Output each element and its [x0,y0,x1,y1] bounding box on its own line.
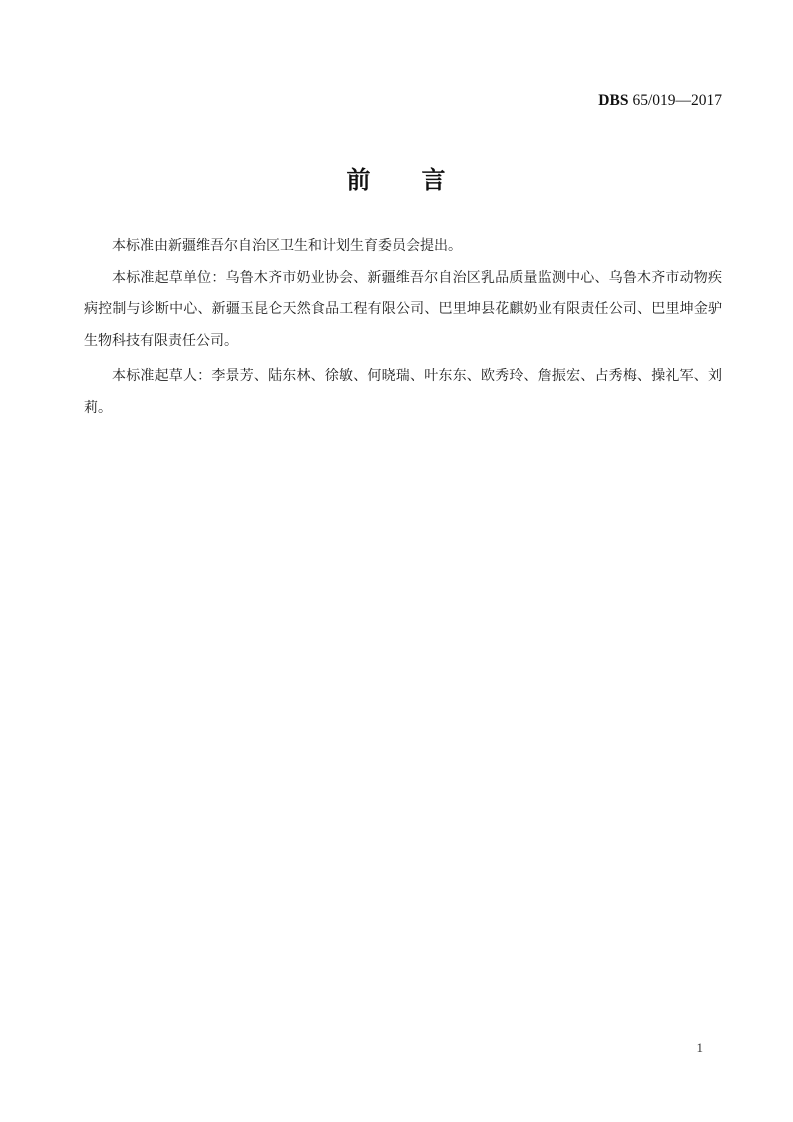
page-number: 1 [696,1040,703,1055]
document-code-header [598,92,722,110]
foreword-title: 前 言 [346,167,447,194]
paragraph-drafting-units: 本标准起草单位：乌鲁木齐市奶业协会、新疆维吾尔自治区乳品质量监测中心、乌鲁木齐市动物疾病控制与诊断中心、新疆玉昆仑天然食品工程有限公司、巴里坤县花麒奶业有限责任公司、巴里坤金驴生物科技有限责任公司。 [84,270,722,349]
foreword-body [84,231,722,424]
paragraph-proposed-by: 本标准由新疆维吾尔自治区卫生和计划生育委员会提出。 [112,239,462,254]
document-code-prefix: DBS [598,92,629,109]
document-code-number: 65/019—2017 [632,92,722,109]
paragraph-drafters: 本标准起草人：李景芳、陆东林、徐敏、何晓瑞、叶东东、欧秀玲、詹振宏、占秀梅、操礼军、刘莉。 [84,369,722,416]
